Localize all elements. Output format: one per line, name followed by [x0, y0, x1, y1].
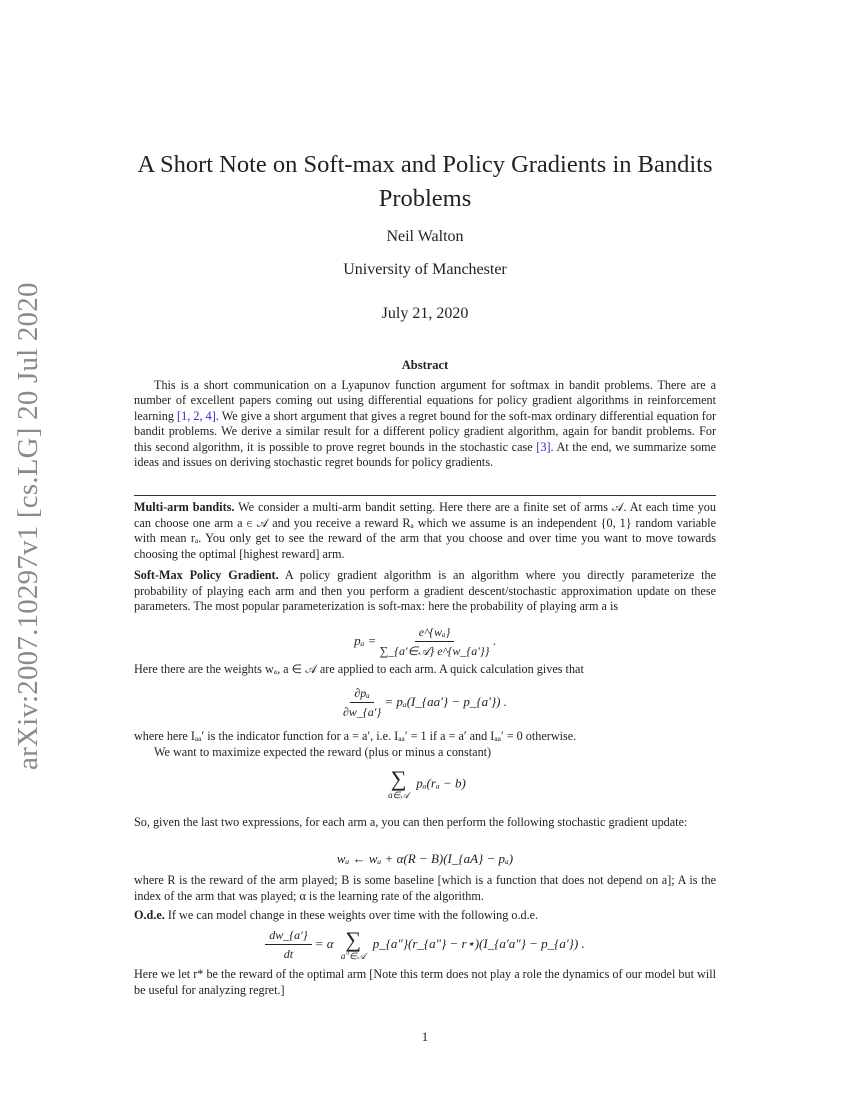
eq-body: pₐ(rₐ − b) — [416, 775, 466, 791]
author-affiliation: University of Manchester — [343, 261, 507, 278]
sum-limit: a∈𝒜 — [388, 790, 409, 800]
paragraph-text: We want to maximize expected the reward (plus or minus a constant) — [154, 744, 492, 759]
run-in-heading: O.d.e. — [134, 908, 165, 922]
abstract-heading: Abstract — [401, 358, 449, 372]
fraction — [265, 928, 311, 962]
abstract-text: . We give a short argument that gives a regret bound for the soft-max ordinary differential equation for bandit problems. We derive a similar result for a different policy gradient algorithm, again for bandit problems. For this second algorithm, it is possible to prove regret bounds in the stochastic case — [134, 408, 717, 454]
equation-softmax — [134, 625, 716, 659]
run-in-heading: Multi-arm bandits. — [134, 500, 235, 514]
paper-date: July 21, 2020 — [381, 305, 469, 322]
paragraph-text: where R is the reward of the arm played; B is some baseline [which is a function that does not depend on a]; A is the index of the arm that was played; α is the learning rate of the algorithm. — [134, 873, 716, 903]
equation-derivative — [134, 686, 716, 720]
paragraph-text: If we can model change in these weights over time with the following o.d.e. — [164, 908, 539, 922]
abstract-text: . At the end, we summarize some ideas and issues on deriving stochastic regret bounds for policy gradients. — [134, 439, 716, 470]
fraction — [380, 625, 490, 659]
numerator: dw_{a′} — [265, 928, 311, 945]
paragraph-text: Here we let r* be the reward of the optimal arm [Note this term does not play a role the dynamics of our model but will be useful for analyzing regret.] — [134, 967, 716, 997]
citation-link[interactable]: [3] — [536, 439, 551, 454]
eq-body: p_{a″}(r_{a″} − r⋆)(I_{a′a″} − p_{a′}) . — [372, 935, 585, 951]
equation-expected-reward — [134, 768, 716, 801]
paragraph-text: We consider a multi-arm bandit setting. Here there are a finite set of arms 𝒜. At each time you can choose one arm a ∈ 𝒜 and you receive a reward Rₐ which we assume is an independent {0, 1} random variable with mean rₐ. You only get to see the reward of the arm that you choose and over time you want to move towards choosing the optimal [highest reward] arm. — [134, 500, 716, 561]
denominator: ∂w_{a′} — [343, 705, 382, 719]
section-multiarm — [134, 500, 716, 562]
run-in-heading: Soft-Max Policy Gradient. — [134, 568, 279, 582]
section-softmax — [134, 568, 716, 615]
indicator-paragraph — [134, 729, 716, 760]
equation-ode — [134, 928, 716, 962]
so-given-paragraph — [134, 815, 716, 831]
arxiv-stamp: arXiv:2007.10297v1 [cs.LG] 20 Jul 2020 — [12, 282, 44, 770]
eq-mid: = α — [314, 935, 334, 951]
eq-tail: . — [492, 632, 496, 648]
paragraph-text: So, given the last two expressions, for each arm a, you can then perform the following stochastic gradient update: — [134, 815, 688, 829]
section-divider — [134, 495, 716, 496]
paper-title: A Short Note on Soft-max and Policy Gradients in Bandits Problems — [137, 151, 713, 212]
paragraph-text: A policy gradient algorithm is an algorithm where you directly parameterize the probability of playing each arm and then you perform a gradient descent/stochastic approximation update on these parameters. The most popular parameterization is soft-max: here the probability of playing arm a is — [134, 568, 717, 614]
denominator: ∑_{a′∈𝒜} e^{w_{a′}} — [379, 644, 490, 658]
author-name: Neil Walton — [386, 228, 464, 245]
abstract-text: This is a short communication on a Lyapunov function argument for softmax in bandit problems. There are a number of excellent papers coming out using differential equations for policy gradient algorithms in reinforcement learning — [134, 378, 716, 423]
section-ode — [134, 908, 716, 924]
citation-link[interactable]: [1, 2, 4] — [177, 408, 216, 423]
here-we-let-paragraph — [134, 967, 716, 998]
where-R-paragraph — [134, 873, 716, 904]
numerator: e^{wₐ} — [415, 625, 455, 642]
paragraph-text: Here there are the weights wₐ, a ∈ 𝒜 are applied to each arm. A quick calculation gives that — [134, 662, 584, 676]
sum-sign: ∑ — [390, 766, 407, 791]
page-number: 1 — [421, 1029, 429, 1044]
eq-lhs: pₐ = — [354, 632, 377, 648]
eq-rhs: = pₐ(I_{aa′} − p_{a′}) . — [384, 693, 507, 709]
summation — [388, 768, 409, 801]
weights-paragraph — [134, 662, 716, 678]
summation — [340, 926, 366, 962]
sum-limit: a″∈𝒜 — [340, 950, 366, 961]
paragraph-text: where here Iₐₐ′ is the indicator function for a = a′, i.e. Iₐₐ′ = 1 if a = a′ and Iₐₐ′ = 0 otherwise. — [134, 729, 577, 743]
numerator: ∂pₐ — [350, 686, 373, 703]
fraction — [343, 686, 381, 720]
sum-sign: ∑ — [345, 926, 362, 952]
abstract-body — [134, 378, 716, 470]
equation-update: wₐ ← wₐ + α(R − B)(I_{aA} − pₐ) — [336, 851, 514, 866]
denominator: dt — [283, 947, 294, 961]
